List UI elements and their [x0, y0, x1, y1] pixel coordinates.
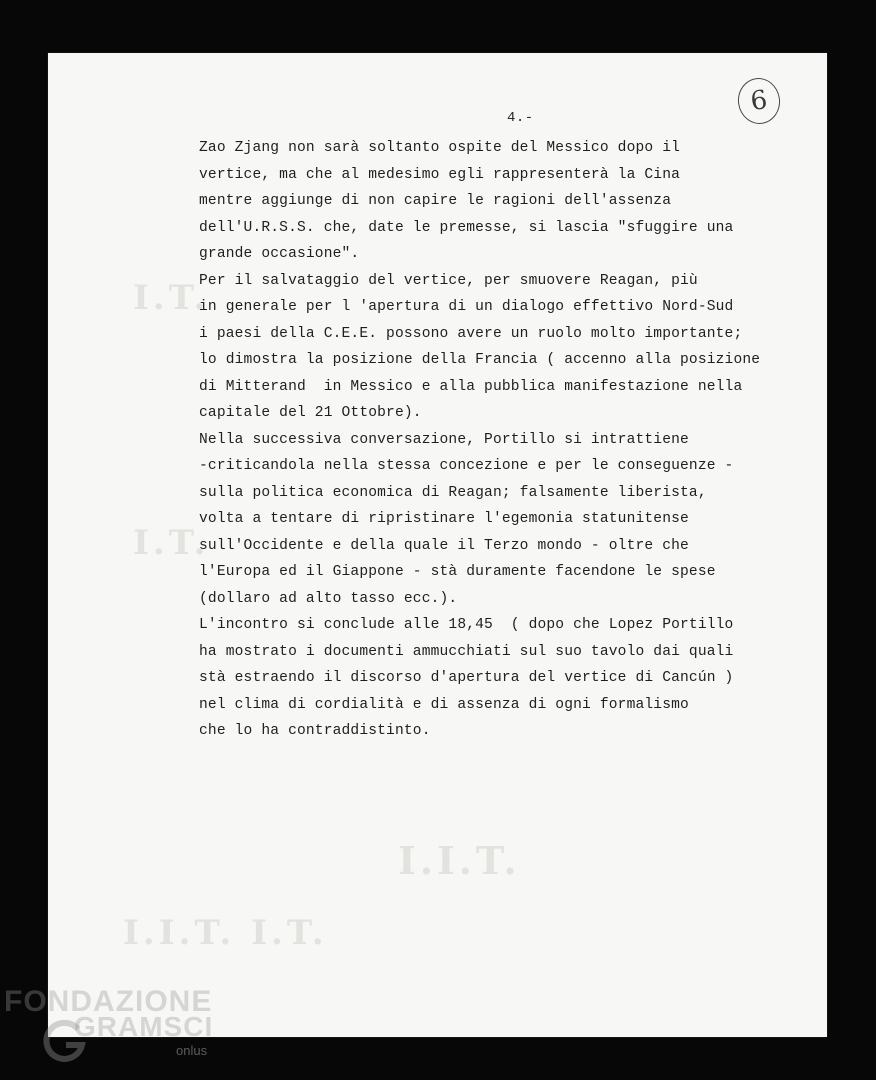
bleed-through-mark: I.T.: [133, 523, 210, 563]
text-line: che lo ha contraddistinto.: [199, 723, 431, 739]
text-line: vertice, ma che al medesimo egli rappresenterà la Cina: [199, 166, 681, 183]
text-line: Nella successiva conversazione, Portillo si intrattiene: [199, 431, 689, 448]
text-line: -criticandola nella stessa concezione e per le conseguenze -: [199, 458, 734, 474]
text-line: sull'Occidente e della quale il Terzo mondo - oltre che: [199, 537, 689, 554]
text-line: l'Europa ed il Giappone - stà duramente facendone le spese: [199, 564, 716, 580]
text-line: L'incontro si conclude alle 18,45 ( dopo che Lopez Portillo: [199, 617, 734, 633]
text-line: in generale per l 'apertura di un dialogo effettivo Nord-Sud: [199, 299, 734, 315]
text-line: volta a tentare di ripristinare l'egemonia statunitense: [199, 511, 689, 527]
text-line: grande occasione".: [199, 246, 360, 262]
text-line: capitale del 21 Ottobre).: [199, 405, 422, 421]
text-line: ha mostrato i documenti ammucchiati sul suo tavolo dai quali: [199, 643, 734, 660]
document-page: [48, 53, 827, 1037]
text-line: Zao Zjang non sarà soltanto ospite del Messico dopo il: [199, 140, 681, 156]
text-line: sulla politica economica di Reagan; falsamente liberista,: [199, 484, 707, 501]
bleed-through-mark: I.T.: [133, 278, 210, 318]
text-line: mentre aggiunge di non capire le ragioni dell'assenza: [199, 193, 672, 209]
text-line: stà estraendo il discorso d'apertura del vertice di Cancún ): [199, 670, 734, 686]
typewritten-body: [199, 135, 819, 745]
watermark-line1: FONDAZIONE: [4, 985, 213, 1018]
text-line: lo dimostra la posizione della Francia ( accenno alla posizione: [199, 352, 761, 368]
text-line: (dollaro ad alto tasso ecc.).: [199, 590, 458, 607]
foundation-watermark: [4, 985, 224, 1077]
text-line: nel clima di cordialità e di assenza di ogni formalismo: [199, 696, 689, 713]
bleed-through-mark: I.I.T.: [398, 838, 521, 883]
bleed-through-mark: I.I.T. I.T.: [123, 913, 328, 953]
text-line: Per il salvataggio del vertice, per smuovere Reagan, più: [199, 272, 698, 289]
text-line: dell'U.R.S.S. che, date le premesse, si lascia "sfuggire una: [199, 219, 734, 236]
page-number: 4.-: [507, 110, 534, 126]
folio-number: 6: [735, 75, 783, 126]
watermark-line2: GRAMSCI: [74, 1011, 214, 1042]
text-line: di Mitterand in Messico e alla pubblica manifestazione nella: [199, 378, 743, 395]
text-line: i paesi della C.E.E. possono avere un ruolo molto importante;: [199, 325, 743, 342]
watermark-suffix: onlus: [176, 1043, 208, 1058]
